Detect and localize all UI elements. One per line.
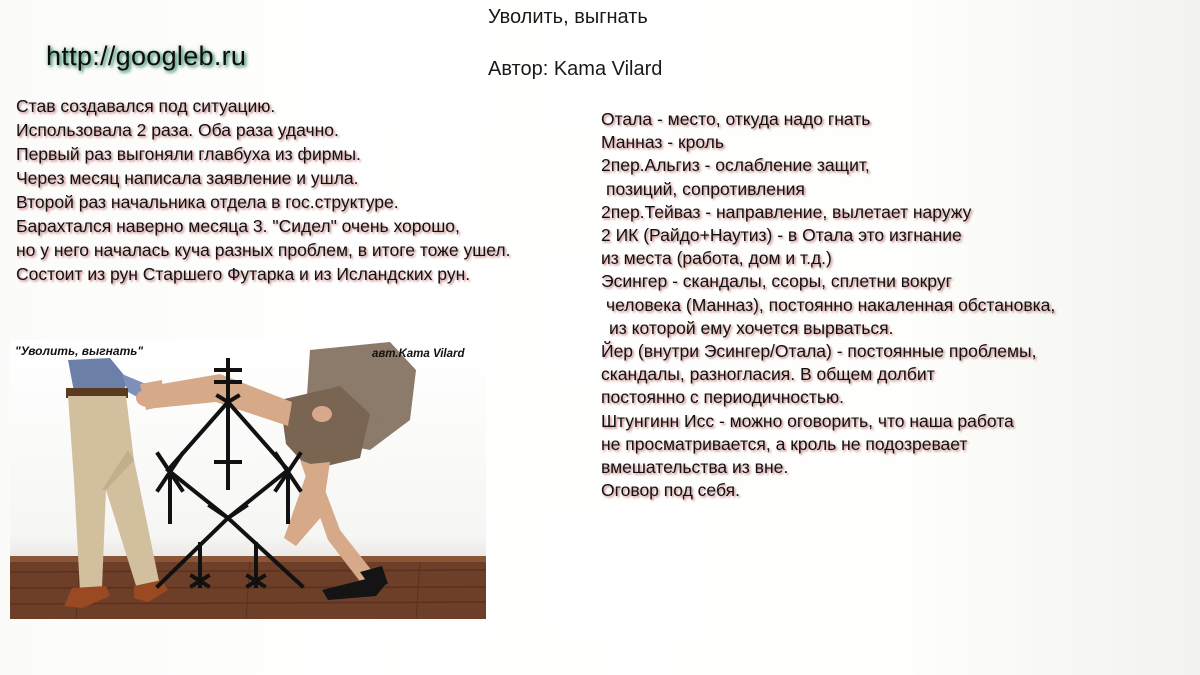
note-line: 2пер.Альгиз - ослабление защит, — [601, 155, 870, 176]
note-line: из которой ему хочется вырваться. — [609, 317, 894, 338]
page-title: Уволить, выгнать — [488, 6, 648, 28]
note-line: скандалы, разногласия. В общем долбит — [601, 364, 935, 385]
story-line: Состоит из рун Старшего Футарка и из Исландских рун. — [16, 264, 471, 284]
note-line: Эсингер - скандалы, ссоры, сплетни вокруг — [601, 271, 952, 292]
note-line: Оговор под себя. — [601, 480, 740, 501]
note-line: 2 ИК (Райдо+Наутиз) - в Отала это изгнание — [601, 225, 962, 246]
note-line: из места (работа, дом и т.д.) — [601, 248, 832, 269]
story-line: Первый раз выгоняли главбуха из фирмы. — [16, 144, 361, 164]
rune-notes — [601, 108, 1181, 502]
story-line: Став создавался под ситуацию. — [16, 96, 276, 116]
note-line: не просматривается, а кроль не подозревает — [601, 433, 968, 454]
site-watermark: http://googleb.ru — [46, 41, 247, 71]
story-line: но у него началась куча разных проблем, в итоге тоже ушел. — [16, 240, 511, 260]
story-line: Барахтался наверно месяца 3. "Сидел" очень хорошо, — [16, 216, 460, 236]
note-line: Манназ - кроль — [601, 132, 725, 153]
stav-illustration — [10, 340, 486, 619]
note-line: вмешательства из вне. — [601, 457, 789, 478]
note-line: человека (Манназ), постоянно накаленная обстановка, — [606, 294, 1056, 315]
note-line: Йер (внутри Эсингер/Отала) - постоянные проблемы, — [601, 341, 1037, 362]
note-line: постоянно с периодичностью. — [601, 387, 844, 408]
illustration-caption-author: авт.Kama Vilard — [372, 348, 465, 360]
note-line: 2пер.Тейваз - направление, вылетает наружу — [601, 201, 972, 222]
illustration-caption-title: "Уволить, выгнать" — [15, 344, 144, 358]
note-line: Отала - место, откуда надо гнать — [601, 109, 871, 129]
author-name: Kama Vilard — [553, 58, 663, 80]
story-line: Второй раз начальника отдела в гос.структуре. — [16, 192, 399, 212]
author-line — [488, 58, 662, 81]
author-label: Автор: — [488, 58, 549, 80]
story-line: Использовала 2 раза. Оба раза удачно. — [16, 120, 339, 140]
note-line: Штунгинн Исс - можно оговорить, что наша работа — [601, 410, 1014, 431]
illustration-svg — [10, 340, 486, 619]
story-line: Через месяц написала заявление и ушла. — [16, 168, 359, 188]
note-line: позиций, сопротивления — [606, 178, 805, 199]
story-text — [16, 94, 596, 286]
